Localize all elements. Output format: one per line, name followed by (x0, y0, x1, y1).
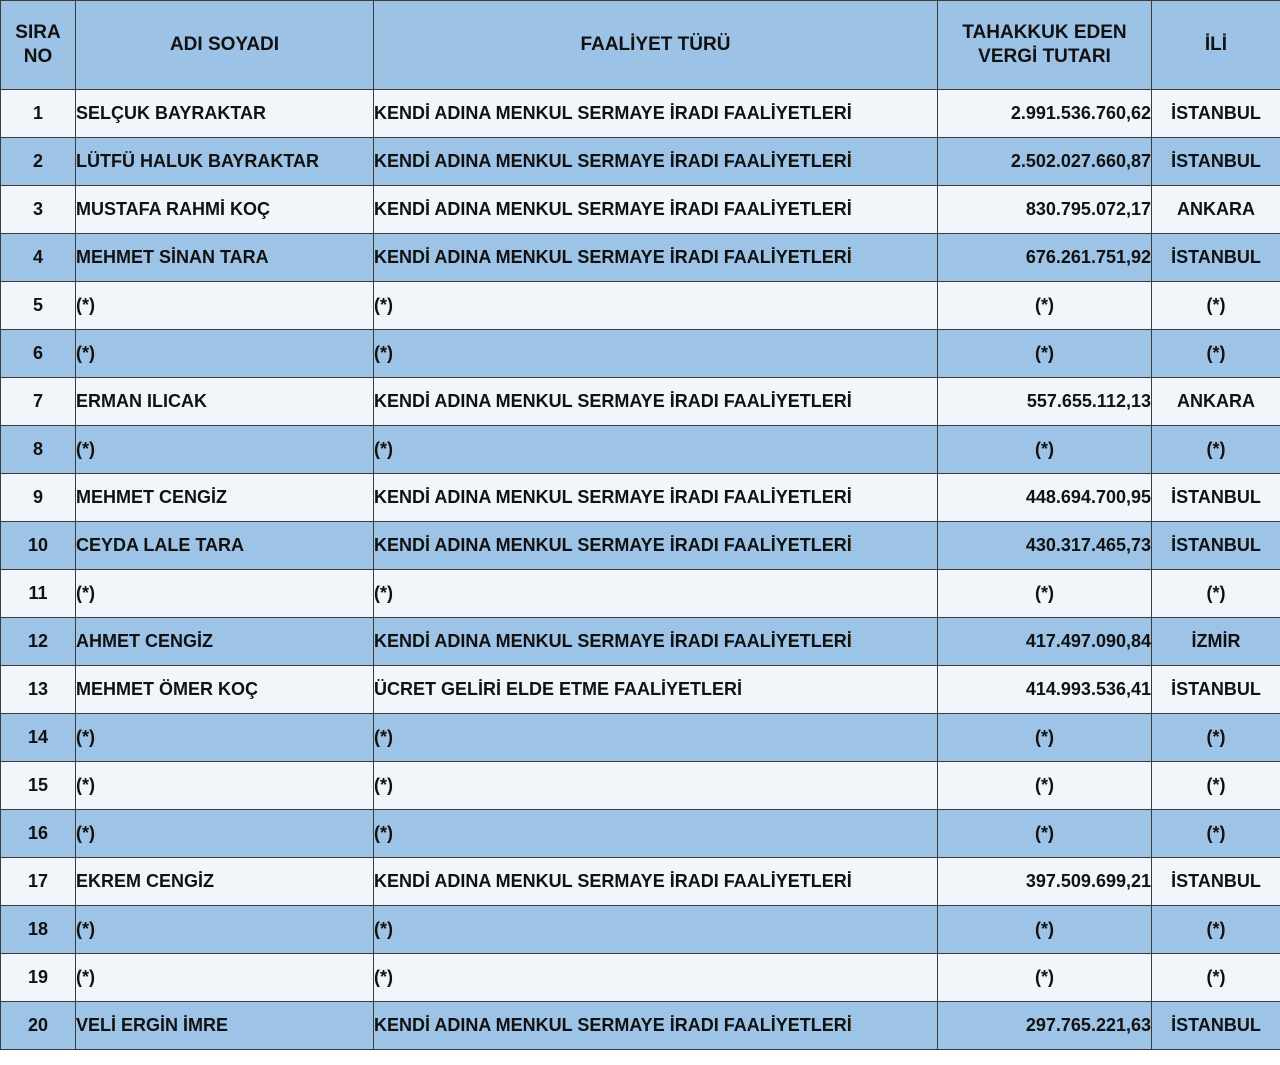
cell-faaliyet-turu: (*) (374, 810, 938, 858)
cell-ili: (*) (1152, 714, 1280, 762)
cell-adi-soyadi: MEHMET ÖMER KOÇ (76, 666, 374, 714)
cell-sira-no: 20 (1, 1002, 76, 1050)
cell-ili: ANKARA (1152, 186, 1280, 234)
cell-vergi-tutari: (*) (938, 570, 1152, 618)
table-row (1, 618, 1280, 666)
cell-adi-soyadi: (*) (76, 906, 374, 954)
cell-sira-no: 3 (1, 186, 76, 234)
table-row (1, 858, 1280, 906)
cell-faaliyet-turu: KENDİ ADINA MENKUL SERMAYE İRADI FAALİYETLERİ (374, 522, 938, 570)
cell-adi-soyadi: LÜTFÜ HALUK BAYRAKTAR (76, 138, 374, 186)
cell-sira-no: 9 (1, 474, 76, 522)
cell-faaliyet-turu: KENDİ ADINA MENKUL SERMAYE İRADI FAALİYETLERİ (374, 138, 938, 186)
cell-adi-soyadi: MEHMET CENGİZ (76, 474, 374, 522)
cell-sira-no: 6 (1, 330, 76, 378)
cell-vergi-tutari: 448.694.700,95 (938, 474, 1152, 522)
table-row (1, 570, 1280, 618)
cell-ili: İZMİR (1152, 618, 1280, 666)
cell-vergi-tutari: (*) (938, 282, 1152, 330)
cell-vergi-tutari: 2.502.027.660,87 (938, 138, 1152, 186)
cell-faaliyet-turu: (*) (374, 426, 938, 474)
cell-sira-no: 8 (1, 426, 76, 474)
header-row (1, 1, 1280, 90)
cell-sira-no: 12 (1, 618, 76, 666)
cell-vergi-tutari: (*) (938, 714, 1152, 762)
cell-ili: İSTANBUL (1152, 522, 1280, 570)
header-sira-no: SIRA NO (1, 1, 76, 90)
table-row (1, 906, 1280, 954)
cell-faaliyet-turu: (*) (374, 954, 938, 1002)
cell-faaliyet-turu: (*) (374, 330, 938, 378)
cell-faaliyet-turu: (*) (374, 714, 938, 762)
cell-adi-soyadi: (*) (76, 762, 374, 810)
cell-sira-no: 10 (1, 522, 76, 570)
cell-ili: İSTANBUL (1152, 858, 1280, 906)
cell-sira-no: 17 (1, 858, 76, 906)
cell-sira-no: 19 (1, 954, 76, 1002)
table-header (1, 1, 1280, 90)
table-row (1, 234, 1280, 282)
table-row (1, 186, 1280, 234)
cell-ili: İSTANBUL (1152, 1002, 1280, 1050)
table-row (1, 330, 1280, 378)
cell-sira-no: 7 (1, 378, 76, 426)
cell-adi-soyadi: (*) (76, 570, 374, 618)
cell-vergi-tutari: 2.991.536.760,62 (938, 90, 1152, 138)
cell-sira-no: 18 (1, 906, 76, 954)
cell-adi-soyadi: SELÇUK BAYRAKTAR (76, 90, 374, 138)
cell-adi-soyadi: ERMAN ILICAK (76, 378, 374, 426)
cell-ili: İSTANBUL (1152, 234, 1280, 282)
header-adi-soyadi: ADI SOYADI (76, 1, 374, 90)
table-body (1, 90, 1280, 1050)
cell-sira-no: 4 (1, 234, 76, 282)
cell-adi-soyadi: (*) (76, 714, 374, 762)
cell-vergi-tutari: (*) (938, 810, 1152, 858)
cell-ili: (*) (1152, 330, 1280, 378)
cell-sira-no: 5 (1, 282, 76, 330)
cell-ili: (*) (1152, 906, 1280, 954)
cell-sira-no: 2 (1, 138, 76, 186)
cell-faaliyet-turu: KENDİ ADINA MENKUL SERMAYE İRADI FAALİYETLERİ (374, 618, 938, 666)
cell-ili: (*) (1152, 810, 1280, 858)
cell-sira-no: 16 (1, 810, 76, 858)
cell-faaliyet-turu: ÜCRET GELİRİ ELDE ETME FAALİYETLERİ (374, 666, 938, 714)
table-row (1, 474, 1280, 522)
cell-faaliyet-turu: KENDİ ADINA MENKUL SERMAYE İRADI FAALİYETLERİ (374, 858, 938, 906)
cell-adi-soyadi: (*) (76, 282, 374, 330)
cell-faaliyet-turu: (*) (374, 282, 938, 330)
table-row (1, 714, 1280, 762)
cell-faaliyet-turu: (*) (374, 906, 938, 954)
cell-faaliyet-turu: KENDİ ADINA MENKUL SERMAYE İRADI FAALİYETLERİ (374, 474, 938, 522)
cell-sira-no: 13 (1, 666, 76, 714)
cell-adi-soyadi: (*) (76, 810, 374, 858)
cell-vergi-tutari: 417.497.090,84 (938, 618, 1152, 666)
cell-adi-soyadi: CEYDA LALE TARA (76, 522, 374, 570)
table-row (1, 810, 1280, 858)
header-vergi-tutari: TAHAKKUK EDEN VERGİ TUTARI (938, 1, 1152, 90)
cell-faaliyet-turu: KENDİ ADINA MENKUL SERMAYE İRADI FAALİYETLERİ (374, 378, 938, 426)
cell-sira-no: 14 (1, 714, 76, 762)
cell-ili: (*) (1152, 954, 1280, 1002)
table-row (1, 90, 1280, 138)
header-faaliyet-turu: FAALİYET TÜRÜ (374, 1, 938, 90)
cell-adi-soyadi: MUSTAFA RAHMİ KOÇ (76, 186, 374, 234)
cell-sira-no: 1 (1, 90, 76, 138)
table-row (1, 138, 1280, 186)
cell-ili: İSTANBUL (1152, 138, 1280, 186)
table-row (1, 762, 1280, 810)
cell-vergi-tutari: (*) (938, 426, 1152, 474)
cell-ili: ANKARA (1152, 378, 1280, 426)
table-row (1, 426, 1280, 474)
cell-sira-no: 11 (1, 570, 76, 618)
cell-vergi-tutari: 430.317.465,73 (938, 522, 1152, 570)
cell-ili: (*) (1152, 282, 1280, 330)
header-ili: İLİ (1152, 1, 1280, 90)
cell-faaliyet-turu: KENDİ ADINA MENKUL SERMAYE İRADI FAALİYETLERİ (374, 1002, 938, 1050)
cell-vergi-tutari: 397.509.699,21 (938, 858, 1152, 906)
cell-vergi-tutari: 676.261.751,92 (938, 234, 1152, 282)
cell-vergi-tutari: (*) (938, 906, 1152, 954)
table-row (1, 1002, 1280, 1050)
cell-vergi-tutari: (*) (938, 330, 1152, 378)
table-row (1, 666, 1280, 714)
cell-adi-soyadi: EKREM CENGİZ (76, 858, 374, 906)
cell-faaliyet-turu: KENDİ ADINA MENKUL SERMAYE İRADI FAALİYETLERİ (374, 186, 938, 234)
cell-ili: (*) (1152, 570, 1280, 618)
cell-adi-soyadi: (*) (76, 330, 374, 378)
cell-adi-soyadi: (*) (76, 954, 374, 1002)
cell-adi-soyadi: AHMET CENGİZ (76, 618, 374, 666)
table-row (1, 378, 1280, 426)
table-row (1, 282, 1280, 330)
cell-vergi-tutari: 414.993.536,41 (938, 666, 1152, 714)
cell-faaliyet-turu: KENDİ ADINA MENKUL SERMAYE İRADI FAALİYETLERİ (374, 234, 938, 282)
cell-ili: İSTANBUL (1152, 666, 1280, 714)
cell-ili: (*) (1152, 426, 1280, 474)
cell-vergi-tutari: 830.795.072,17 (938, 186, 1152, 234)
cell-faaliyet-turu: KENDİ ADINA MENKUL SERMAYE İRADI FAALİYETLERİ (374, 90, 938, 138)
cell-adi-soyadi: VELİ ERGİN İMRE (76, 1002, 374, 1050)
cell-vergi-tutari: 557.655.112,13 (938, 378, 1152, 426)
cell-vergi-tutari: (*) (938, 954, 1152, 1002)
table-row (1, 522, 1280, 570)
table-row (1, 954, 1280, 1002)
cell-adi-soyadi: MEHMET SİNAN TARA (76, 234, 374, 282)
cell-adi-soyadi: (*) (76, 426, 374, 474)
cell-faaliyet-turu: (*) (374, 570, 938, 618)
cell-faaliyet-turu: (*) (374, 762, 938, 810)
cell-ili: İSTANBUL (1152, 474, 1280, 522)
cell-sira-no: 15 (1, 762, 76, 810)
cell-ili: (*) (1152, 762, 1280, 810)
cell-vergi-tutari: 297.765.221,63 (938, 1002, 1152, 1050)
cell-ili: İSTANBUL (1152, 90, 1280, 138)
cell-vergi-tutari: (*) (938, 762, 1152, 810)
